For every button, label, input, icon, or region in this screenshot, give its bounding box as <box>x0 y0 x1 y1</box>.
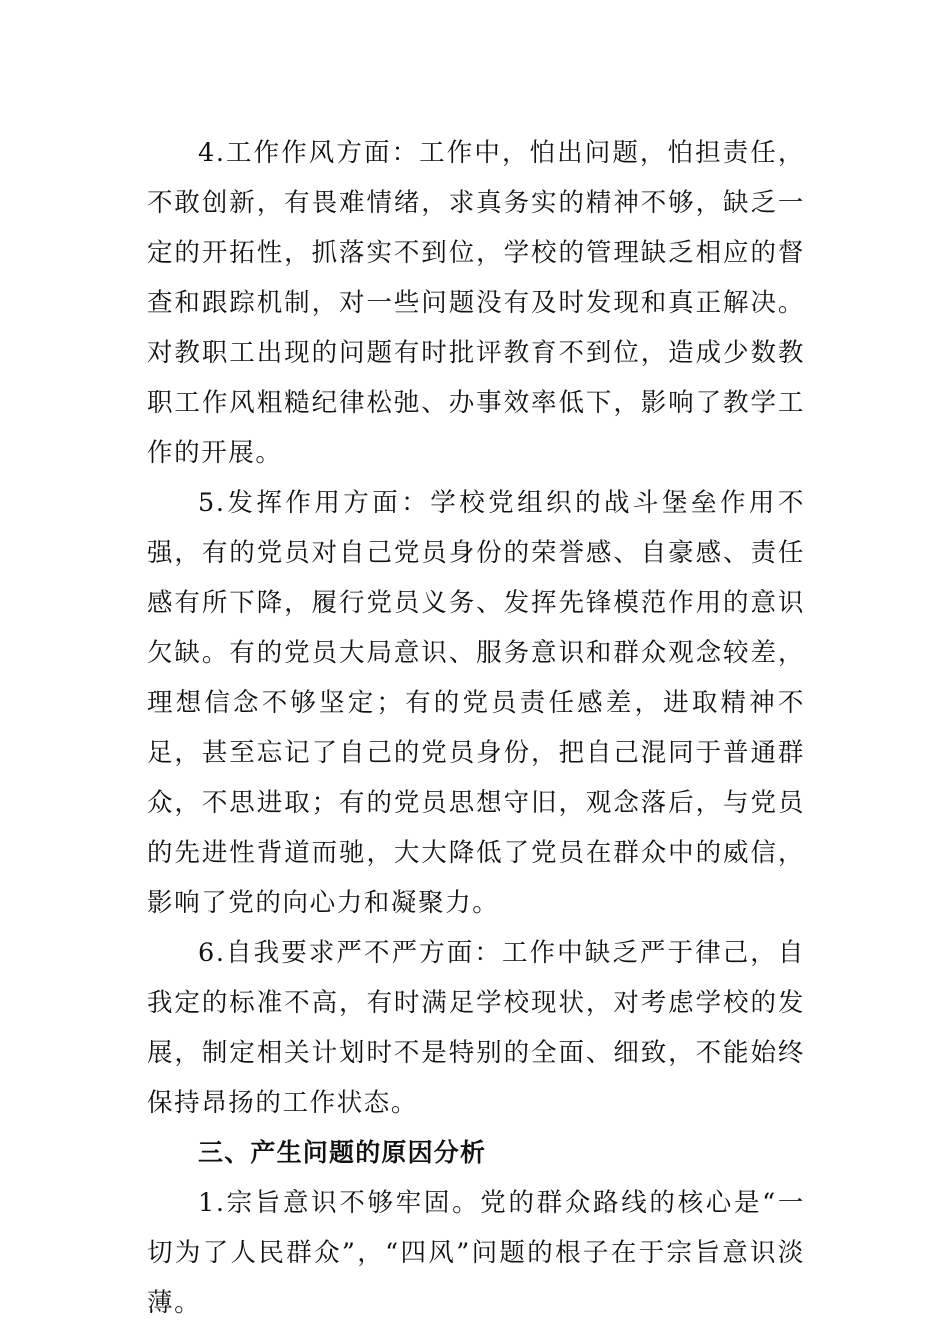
paragraph-self-requirement: 6.自我要求严不严方面：工作中缺乏严于律己，自我定的标准不高，有时满足学校现状，对考虑学校的发展，制定相关计划时不是特别的全面、细致，不能始终保持昂扬的工作状态。 <box>147 938 805 1118</box>
paragraph-purpose-awareness: 1.宗旨意识不够牢固。党的群众路线的核心是“一切为了人民群众”，“四风”问题的根子在于宗旨意识淡薄。 <box>147 1188 805 1318</box>
paragraph-work-style: 4.工作作风方面：工作中，怕出问题，怕担责任，不敢创新，有畏难情绪，求真务实的精神不够，缺乏一定的开拓性，抓落实不到位，学校的管理缺乏相应的督查和跟踪机制，对一些问题没有及时发现和真正解决。对教职工出现的问题有时批评教育不到位，造成少数教职工作风粗糙纪律松弛、办事效率低下，影响了教学工作的开展。 <box>147 138 805 468</box>
paragraph-role-playing: 5.发挥作用方面：学校党组织的战斗堡垒作用不强，有的党员对自己党员身份的荣誉感、自豪感、责任感有所下降，履行党员义务、发挥先锋模范作用的意识欠缺。有的党员大局意识、服务意识和群众观念较差，理想信念不够坚定；有的党员责任感差，进取精神不足，甚至忘记了自己的党员身份，把自己混同于普通群众，不思进取；有的党员思想守旧，观念落后，与党员的先进性背道而驰，大大降低了党员在群众中的威信，影响了党的向心力和凝聚力。 <box>147 488 805 918</box>
document-body <box>147 128 805 1328</box>
section-heading-cause-analysis: 三、产生问题的原因分析 <box>198 1138 487 1167</box>
